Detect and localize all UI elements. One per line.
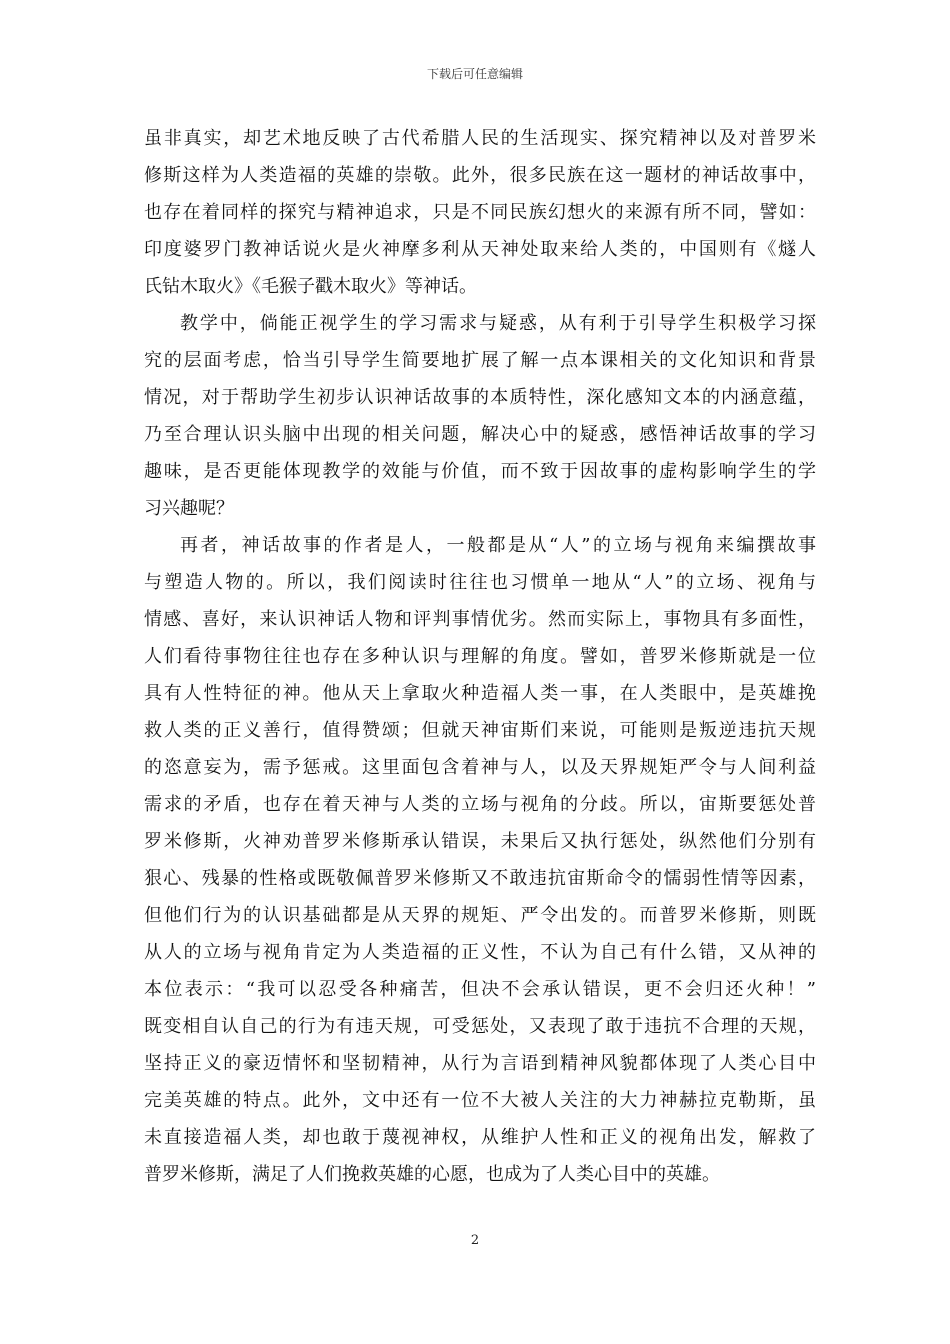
paragraph-3-line-17: 未直接造福人类，却也敢于蔑视神权，从维护人性和正义的视角出发，解救了 [144, 1127, 816, 1148]
paragraph-2-line-4: 乃至合理认识头脑中出现的相关问题，解决心中的疑惑，感悟神话故事的学习 [144, 424, 816, 445]
paragraph-3-line-9: 罗米修斯，火神劝普罗米修斯承认错误，未果后又执行惩处，纵然他们分别有 [144, 831, 816, 852]
paragraph-2-line-6: 习兴趣呢？ [144, 498, 234, 519]
page-number: 2 [470, 1233, 480, 1248]
paragraph-2-line-1: 教学中，倘能正视学生的学习需求与疑惑，从有利于引导学生积极学习探 [180, 313, 816, 334]
paragraph-3-line-8: 需求的矛盾，也存在着天神与人类的立场与视角的分歧。所以，宙斯要惩处普 [144, 794, 816, 815]
paragraph-1-line-2: 修斯这样为人类造福的英雄的崇敬。此外，很多民族在这一题材的神话故事中， [144, 165, 816, 186]
paragraph-1-line-4: 印度婆罗门教神话说火是火神摩多利从天神处取来给人类的，中国则有《燧人 [144, 239, 816, 260]
paragraph-2-line-5: 趣味，是否更能体现教学的效能与价值，而不致于因故事的虚构影响学生的学 [144, 461, 816, 482]
document-body [144, 120, 816, 1193]
paragraph-3-line-3: 情感、喜好，来认识神话人物和评判事情优劣。然而实际上，事物具有多面性， [144, 609, 816, 630]
paragraph-1-line-5: 氏钻木取火》《毛猴子戳木取火》等神话。 [144, 276, 477, 297]
paragraph-3-line-15: 坚持正义的豪迈情怀和坚韧精神，从行为言语到精神风貌都体现了人类心目中 [144, 1053, 816, 1074]
paragraph-3-line-18: 普罗米修斯，满足了人们挽救英雄的心愿，也成为了人类心目中的英雄。 [144, 1164, 720, 1185]
paragraph-3-line-5: 具有人性特征的神。他从天上拿取火种造福人类一事，在人类眼中，是英雄挽 [144, 683, 816, 704]
paragraph-3-line-7: 的恣意妄为，需予惩戒。这里面包含着神与人，以及天界规矩严令与人间利益 [144, 757, 816, 778]
paragraph-3-line-6: 救人类的正义善行，值得赞颂；但就天神宙斯们来说，可能则是叛逆违抗天规 [144, 720, 816, 741]
page-header: 下载后可任意编辑 [426, 67, 523, 81]
paragraph-3-line-12: 从人的立场与视角肯定为人类造福的正义性，不认为自己有什么错，又从神的 [144, 942, 816, 963]
paragraph-1-line-1: 虽非真实，却艺术地反映了古代希腊人民的生活现实、探究精神以及对普罗米 [144, 128, 816, 149]
paragraph-1-line-3: 也存在着同样的探究与精神追求，只是不同民族幻想火的来源有所不同，譬如： [144, 202, 816, 223]
paragraph-2-line-3: 情况，对于帮助学生初步认识神话故事的本质特性，深化感知文本的内涵意蕴， [144, 387, 816, 408]
paragraph-2-line-2: 究的层面考虑，恰当引导学生简要地扩展了解一点本课相关的文化知识和背景 [144, 350, 816, 371]
paragraph-3-line-1: 再者，神话故事的作者是人，一般都是从“人”的立场与视角来编撰故事 [180, 535, 816, 556]
paragraph-3-line-16: 完美英雄的特点。此外，文中还有一位不大被人关注的大力神赫拉克勒斯，虽 [144, 1090, 816, 1111]
paragraph-3-line-11: 但他们行为的认识基础都是从天界的规矩、严令出发的。而普罗米修斯，则既 [144, 905, 816, 926]
paragraph-3-line-10: 狠心、残暴的性格或既敬佩普罗米修斯又不敢违抗宙斯命令的懦弱性情等因素， [144, 868, 816, 889]
paragraph-3-line-2: 与塑造人物的。所以，我们阅读时往往也习惯单一地从“人”的立场、视角与 [144, 572, 816, 593]
paragraph-3-line-4: 人们看待事物往往也存在多种认识与理解的角度。譬如，普罗米修斯就是一位 [144, 646, 816, 667]
paragraph-3-line-14: 既变相自认自己的行为有违天规，可受惩处，又表现了敢于违抗不合理的天规， [144, 1016, 816, 1037]
paragraph-3-line-13: 本位表示：“我可以忍受各种痛苦，但决不会承认错误，更不会归还火种！” [144, 979, 816, 1000]
